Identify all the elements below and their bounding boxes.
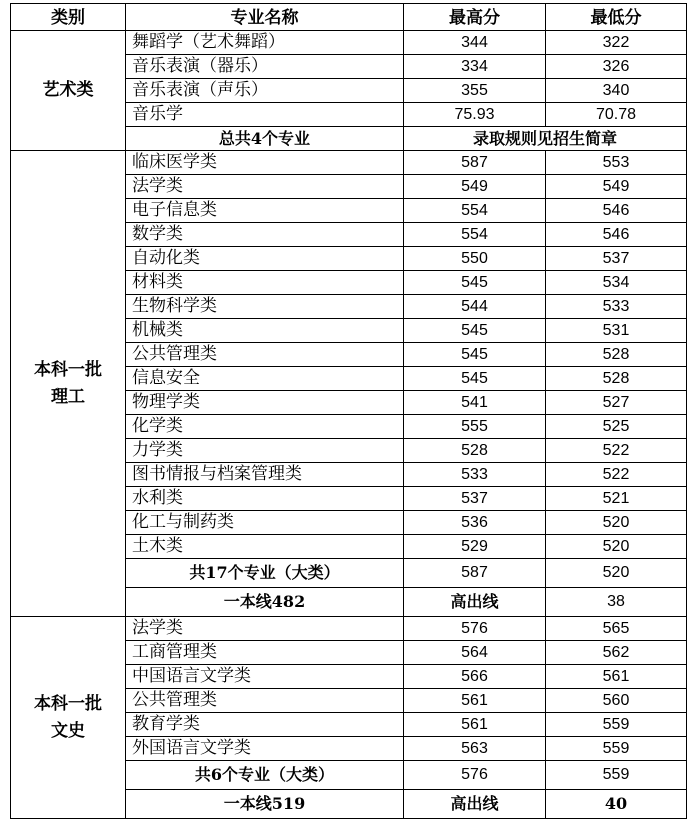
max-score: 355 bbox=[404, 79, 546, 103]
max-score: 561 bbox=[404, 689, 546, 713]
major-name: 中国语言文学类 bbox=[126, 665, 404, 689]
max-score: 545 bbox=[404, 343, 546, 367]
summary-max: 576 bbox=[404, 761, 546, 790]
min-score: 70.78 bbox=[546, 103, 687, 127]
header-major: 专业名称 bbox=[126, 4, 404, 31]
major-name: 法学类 bbox=[126, 617, 404, 641]
category-line1: 本科一批 bbox=[34, 694, 102, 715]
major-name: 教育学类 bbox=[126, 713, 404, 737]
max-score: 537 bbox=[404, 487, 546, 511]
major-name: 音乐学 bbox=[126, 103, 404, 127]
header-max: 最高分 bbox=[404, 4, 546, 31]
max-score: 528 bbox=[404, 439, 546, 463]
major-name: 信息安全 bbox=[126, 367, 404, 391]
major-name: 舞蹈学（艺术舞蹈） bbox=[126, 31, 404, 55]
min-score: 520 bbox=[546, 511, 687, 535]
category-cell bbox=[11, 617, 126, 819]
major-name: 化学类 bbox=[126, 415, 404, 439]
summary-label: 共6个专业（大类） bbox=[126, 761, 404, 790]
max-score: 545 bbox=[404, 271, 546, 295]
major-name: 音乐表演（器乐） bbox=[126, 55, 404, 79]
min-score: 521 bbox=[546, 487, 687, 511]
max-score: 544 bbox=[404, 295, 546, 319]
max-score: 554 bbox=[404, 199, 546, 223]
max-score: 529 bbox=[404, 535, 546, 559]
min-score: 546 bbox=[546, 223, 687, 247]
max-score: 554 bbox=[404, 223, 546, 247]
header-category: 类别 bbox=[11, 4, 126, 31]
max-score: 587 bbox=[404, 151, 546, 175]
min-score: 525 bbox=[546, 415, 687, 439]
min-score: 561 bbox=[546, 665, 687, 689]
min-score: 326 bbox=[546, 55, 687, 79]
major-name: 临床医学类 bbox=[126, 151, 404, 175]
min-score: 322 bbox=[546, 31, 687, 55]
major-name: 外国语言文学类 bbox=[126, 737, 404, 761]
min-score: 534 bbox=[546, 271, 687, 295]
max-score: 541 bbox=[404, 391, 546, 415]
major-name: 力学类 bbox=[126, 439, 404, 463]
summary-min: 520 bbox=[546, 559, 687, 588]
major-name: 法学类 bbox=[126, 175, 404, 199]
summary-label: 共17个专业（大类） bbox=[126, 559, 404, 588]
major-name: 材料类 bbox=[126, 271, 404, 295]
max-score: 545 bbox=[404, 319, 546, 343]
cutoff-line-label: 一本线482 bbox=[126, 588, 404, 617]
major-name: 化工与制药类 bbox=[126, 511, 404, 535]
summary-min: 559 bbox=[546, 761, 687, 790]
max-score: 564 bbox=[404, 641, 546, 665]
min-score: 528 bbox=[546, 367, 687, 391]
min-score: 559 bbox=[546, 737, 687, 761]
table-row bbox=[11, 31, 687, 55]
max-score: 555 bbox=[404, 415, 546, 439]
category-cell: 艺术类 bbox=[11, 31, 126, 151]
min-score: 531 bbox=[546, 319, 687, 343]
admission-note: 录取规则见招生简章 bbox=[404, 127, 687, 151]
max-score: 550 bbox=[404, 247, 546, 271]
header-min: 最低分 bbox=[546, 4, 687, 31]
major-name: 土木类 bbox=[126, 535, 404, 559]
min-score: 522 bbox=[546, 463, 687, 487]
max-score: 536 bbox=[404, 511, 546, 535]
major-name: 工商管理类 bbox=[126, 641, 404, 665]
max-score: 533 bbox=[404, 463, 546, 487]
table-row bbox=[11, 151, 687, 175]
max-score: 344 bbox=[404, 31, 546, 55]
min-score: 562 bbox=[546, 641, 687, 665]
min-score: 533 bbox=[546, 295, 687, 319]
max-score: 549 bbox=[404, 175, 546, 199]
category-line1: 本科一批 bbox=[34, 360, 102, 381]
summary-label: 总共4个专业 bbox=[126, 127, 404, 151]
min-score: 537 bbox=[546, 247, 687, 271]
min-score: 527 bbox=[546, 391, 687, 415]
major-name: 数学类 bbox=[126, 223, 404, 247]
max-score: 545 bbox=[404, 367, 546, 391]
min-score: 560 bbox=[546, 689, 687, 713]
min-score: 528 bbox=[546, 343, 687, 367]
max-score: 561 bbox=[404, 713, 546, 737]
major-name: 图书情报与档案管理类 bbox=[126, 463, 404, 487]
major-name: 水利类 bbox=[126, 487, 404, 511]
major-name: 机械类 bbox=[126, 319, 404, 343]
max-score: 75.93 bbox=[404, 103, 546, 127]
admission-scores-table bbox=[10, 3, 687, 819]
major-name: 生物科学类 bbox=[126, 295, 404, 319]
major-name: 物理学类 bbox=[126, 391, 404, 415]
above-line-label: 高出线 bbox=[404, 588, 546, 617]
min-score: 522 bbox=[546, 439, 687, 463]
min-score: 565 bbox=[546, 617, 687, 641]
cutoff-line-label: 一本线519 bbox=[126, 790, 404, 819]
min-score: 546 bbox=[546, 199, 687, 223]
major-name: 公共管理类 bbox=[126, 689, 404, 713]
max-score: 576 bbox=[404, 617, 546, 641]
above-line-value: 40 bbox=[546, 790, 687, 819]
major-name: 公共管理类 bbox=[126, 343, 404, 367]
above-line-value: 38 bbox=[546, 588, 687, 617]
above-line-label: 高出线 bbox=[404, 790, 546, 819]
min-score: 340 bbox=[546, 79, 687, 103]
major-name: 自动化类 bbox=[126, 247, 404, 271]
min-score: 553 bbox=[546, 151, 687, 175]
category-cell bbox=[11, 151, 126, 617]
max-score: 566 bbox=[404, 665, 546, 689]
summary-max: 587 bbox=[404, 559, 546, 588]
max-score: 563 bbox=[404, 737, 546, 761]
header-row bbox=[11, 4, 687, 31]
min-score: 559 bbox=[546, 713, 687, 737]
min-score: 549 bbox=[546, 175, 687, 199]
category-line2: 理工 bbox=[51, 386, 85, 407]
min-score: 520 bbox=[546, 535, 687, 559]
category-line2: 文史 bbox=[51, 720, 85, 741]
table-row bbox=[11, 617, 687, 641]
major-name: 音乐表演（声乐） bbox=[126, 79, 404, 103]
major-name: 电子信息类 bbox=[126, 199, 404, 223]
max-score: 334 bbox=[404, 55, 546, 79]
